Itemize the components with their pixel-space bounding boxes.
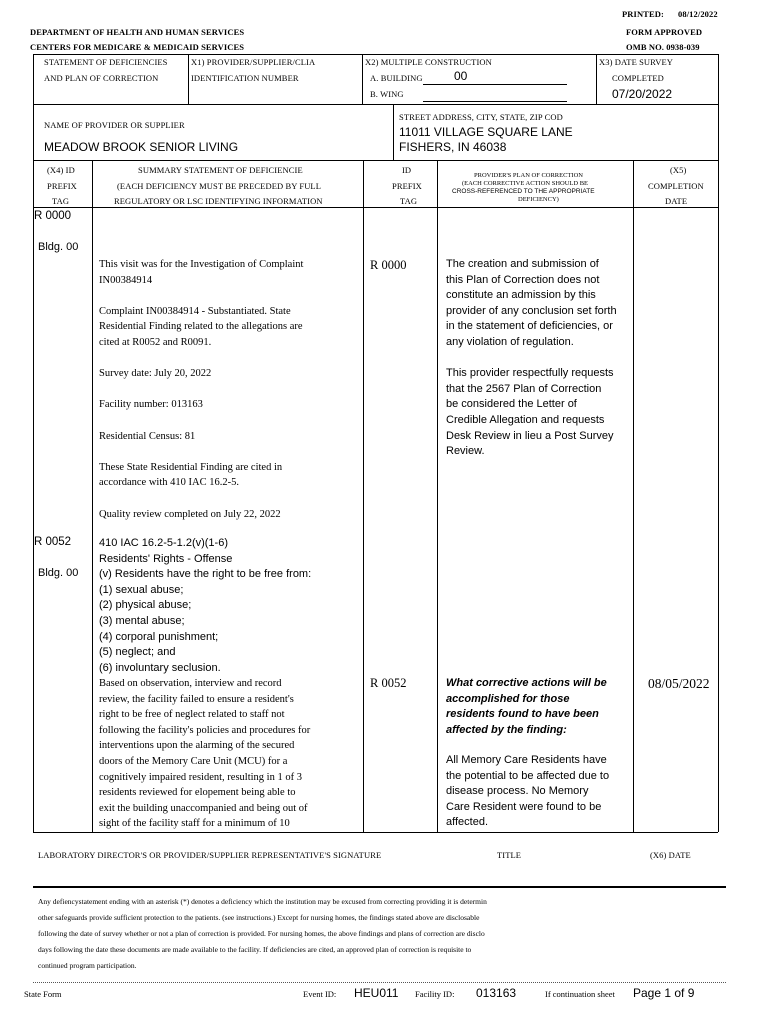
building-value: 00 (454, 69, 468, 83)
divider (92, 160, 93, 832)
id-header-2: PREFIX (392, 181, 422, 191)
summary-line: exit the building unaccompanied and being out of (99, 802, 308, 814)
summary-line: 410 IAC 16.2-5-1.2(v)(1-6) (99, 537, 228, 549)
plan-line: Credible Allegation and requests (446, 413, 605, 426)
plan-line: affected. (446, 816, 488, 829)
summary-line: (v) Residents have the right to be free from: (99, 568, 312, 581)
summary-line (99, 413, 361, 429)
summary-header-2: (EACH DEFICIENCY MUST BE PRECEDED BY FULL (117, 181, 322, 191)
plan-line: the potential to be affected due to (446, 769, 610, 782)
divider (633, 160, 634, 832)
x5-header-3: DATE (665, 196, 688, 206)
divider (718, 54, 719, 832)
provider-name-label: NAME OF PROVIDER OR SUPPLIER (44, 120, 185, 130)
statement-label-2: AND PLAN OF CORRECTION (44, 73, 159, 83)
r0052-bldg: Bldg. 00 (38, 567, 79, 579)
plan-line: residents found to have been (446, 708, 599, 721)
summary-line: sight of the facility staff for a minimum of 10 (99, 818, 290, 830)
facility-id-value: 013163 (476, 986, 517, 1000)
divider (33, 886, 726, 888)
plan-line: What corrective actions will be (446, 677, 607, 689)
title-label: TITLE (497, 850, 522, 860)
completed-label: COMPLETED (612, 73, 664, 83)
header-top-rule (33, 54, 718, 55)
plan-header-4: DEFICIENCY) (518, 196, 559, 203)
summary-line: doors of the Memory Care Unit (MCU) for a (99, 755, 288, 767)
summary-line: following the facility's policies and procedures for (99, 724, 311, 736)
summary-line: cited at R0052 and R0091. (99, 336, 212, 348)
statement-label-1: STATEMENT OF DEFICIENCIES (44, 57, 168, 67)
summary-line: right to be free of neglect related to staff not (99, 709, 285, 721)
summary-line: Quality review completed on July 22, 2022 (99, 508, 281, 520)
r0052-plan-question (446, 676, 632, 738)
summary-line (99, 351, 361, 367)
summary-line: Survey date: July 20, 2022 (99, 368, 212, 380)
footnote-line: following the date of survey whether or not a plan of correction is provided. For nursing homes, the above findings and plans of correction are disclo (38, 929, 485, 938)
disclosure-footnote (38, 894, 728, 974)
divider (393, 104, 394, 160)
summary-line: Residents' Rights - Offense (99, 552, 233, 565)
r0000-tag: R 0000 (34, 210, 72, 222)
date-survey-label: X3) DATE SURVEY (599, 57, 674, 67)
printed-label: PRINTED: (622, 9, 664, 19)
footnote-line: continued program participation. (38, 961, 137, 970)
summary-header-1: SUMMARY STATEMENT OF DEFICIENCIE (138, 165, 303, 175)
plan-line: affected by the finding: (446, 723, 567, 736)
signature-label: LABORATORY DIRECTOR'S OR PROVIDER/SUPPLIER REPRESENTATIVE'S SIGNATURE (38, 850, 382, 860)
x5-header-2: COMPLETION (648, 181, 704, 191)
summary-line: Facility number: 013163 (99, 399, 203, 411)
plan-header-3: CROSS-REFERENCED TO THE APPROPRIATE (452, 188, 595, 195)
summary-line: Residential Census: 81 (99, 430, 196, 442)
plan-line: The creation and submission of (446, 258, 599, 270)
x4-header-1: (X4) ID (47, 165, 75, 175)
summary-line (99, 288, 361, 304)
summary-line: IN00384914 (99, 274, 153, 286)
summary-line (99, 444, 361, 460)
summary-line: (4) corporal punishment; (99, 630, 219, 643)
plan-line: any violation of regulation. (446, 335, 574, 348)
agency-line2: CENTERS FOR MEDICARE & MEDICAID SERVICES (30, 42, 245, 52)
r0052-finding-text (99, 676, 361, 832)
plan-header-2: (EACH CORRECTIVE ACTION SHOULD BE (462, 180, 589, 187)
multiple-construction-label: X2) MULTIPLE CONSTRUCTION (365, 57, 492, 67)
id-header-3: TAG (400, 196, 418, 206)
plan-line: Care Resident were found to be (446, 800, 602, 813)
provider-name: MEADOW BROOK SENIOR LIVING (44, 140, 239, 154)
summary-line: interventions upon the alarming of the secured (99, 740, 295, 752)
footnote-line: days following the date these documents are made available to the facility. If deficiencies are cited, an approved plan of correction is requisite to (38, 945, 472, 954)
summary-line: (3) mental abuse; (99, 614, 185, 627)
r0052-id-tag: R 0052 (370, 676, 407, 690)
r0000-bldg: Bldg. 00 (38, 241, 79, 253)
agency-line1: DEPARTMENT OF HEALTH AND HUMAN SERVICES (30, 27, 245, 37)
summary-line: accordance with 410 IAC 16.2-5. (99, 477, 239, 489)
summary-line (99, 491, 361, 507)
divider (363, 160, 364, 832)
state-form-label: State Form (24, 989, 62, 999)
divider (33, 160, 718, 161)
footnote-line: other safeguards provide sufficient protection to the patients. (see instructions.) Except for nursing homes, the findings stated above are disclosable (38, 913, 480, 922)
summary-line: Based on observation, interview and record (99, 678, 282, 689)
x5-header-1: (X5) (670, 165, 687, 175)
divider (423, 84, 567, 85)
summary-line: Complaint IN00384914 - Substantiated. State (99, 305, 291, 317)
plan-line: Review. (446, 445, 485, 458)
divider (33, 832, 718, 833)
provider-id-label-1: X1) PROVIDER/SUPPLIER/CLIA (191, 57, 316, 67)
completed-date: 07/20/2022 (612, 87, 673, 101)
divider (596, 54, 597, 104)
summary-line: (5) neglect; and (99, 646, 176, 659)
address-line2: FISHERS, IN 46038 (399, 140, 507, 154)
divider (33, 207, 718, 208)
plan-line: in the statement of deficiencies, or (446, 320, 613, 333)
r0052-completion-date: 08/05/2022 (648, 676, 710, 691)
id-header-1: ID (402, 165, 412, 175)
address-label: STREET ADDRESS, CITY, STATE, ZIP COD (399, 112, 563, 122)
divider (33, 54, 34, 832)
summary-line: cognitively impaired resident, resulting in 1 of 3 (99, 771, 302, 783)
printed-date: 08/12/2022 (678, 9, 718, 19)
summary-line: review, the facility failed to ensure a resident's (99, 693, 294, 705)
divider (437, 160, 438, 832)
plan-line: be considered the Letter of (446, 398, 577, 411)
footnote-line: Any defiencystatement ending with an asterisk (*) denotes a deficiency which the institution may be excused from correcting providing it is determin (38, 897, 487, 906)
x4-header-2: PREFIX (47, 181, 77, 191)
summary-line: This visit was for the Investigation of Complaint (99, 259, 304, 270)
r0000-id-tag: R 0000 (370, 258, 407, 272)
divider (423, 101, 567, 102)
plan-line: accomplished for those (446, 692, 570, 705)
summary-line: These State Residential Finding are cited in (99, 461, 283, 473)
summary-line: (6) involuntary seclusion. (99, 661, 221, 674)
facility-id-label: Facility ID: (415, 989, 455, 999)
provider-id-label-2: IDENTIFICATION NUMBER (191, 73, 299, 83)
r0052-regulation-text (99, 536, 361, 676)
plan-line: constitute an admission by this (446, 289, 596, 302)
summary-line: Residential Finding related to the allegations are (99, 321, 303, 333)
x4-header-3: TAG (52, 196, 70, 206)
plan-line: that the 2567 Plan of Correction (446, 382, 602, 395)
address-line1: 11011 VILLAGE SQUARE LANE (399, 125, 573, 139)
plan-line: disease process. No Memory (446, 785, 589, 798)
form-approved: FORM APPROVED (626, 27, 703, 37)
divider (362, 54, 363, 104)
omb-number: OMB NO. 0938-039 (626, 42, 700, 52)
plan-line: Desk Review in lieu a Post Survey (446, 429, 614, 442)
r0052-tag: R 0052 (34, 536, 72, 548)
event-id-label: Event ID: (303, 989, 337, 999)
page-number: Page 1 of 9 (633, 986, 695, 1000)
plan-line: All Memory Care Residents have (446, 754, 607, 766)
summary-line (99, 382, 361, 398)
continuation-label: If continuation sheet (545, 989, 615, 999)
plan-line (446, 351, 632, 367)
divider (33, 104, 718, 105)
r0052-plan-response (446, 753, 632, 831)
plan-header-1: PROVIDER'S PLAN OF CORRECTION (474, 172, 583, 179)
plan-line: this Plan of Correction does not (446, 273, 600, 286)
r0000-plan (446, 257, 632, 460)
wing-label: B. WING (370, 89, 404, 99)
summary-line: residents reviewed for elopement being able to (99, 787, 296, 799)
r0000-summary (99, 257, 361, 522)
plan-line: provider of any conclusion set forth (446, 304, 617, 317)
summary-header-3: REGULATORY OR LSC IDENTIFYING INFORMATION (114, 196, 323, 206)
summary-line: (2) physical abuse; (99, 599, 192, 612)
divider (33, 982, 726, 983)
event-id-value: HEU011 (354, 986, 399, 1000)
building-label: A. BUILDING (370, 73, 423, 83)
summary-line: (1) sexual abuse; (99, 583, 184, 596)
plan-line: This provider respectfully requests (446, 367, 614, 380)
date-label: (X6) DATE (650, 850, 691, 860)
divider (188, 54, 189, 104)
